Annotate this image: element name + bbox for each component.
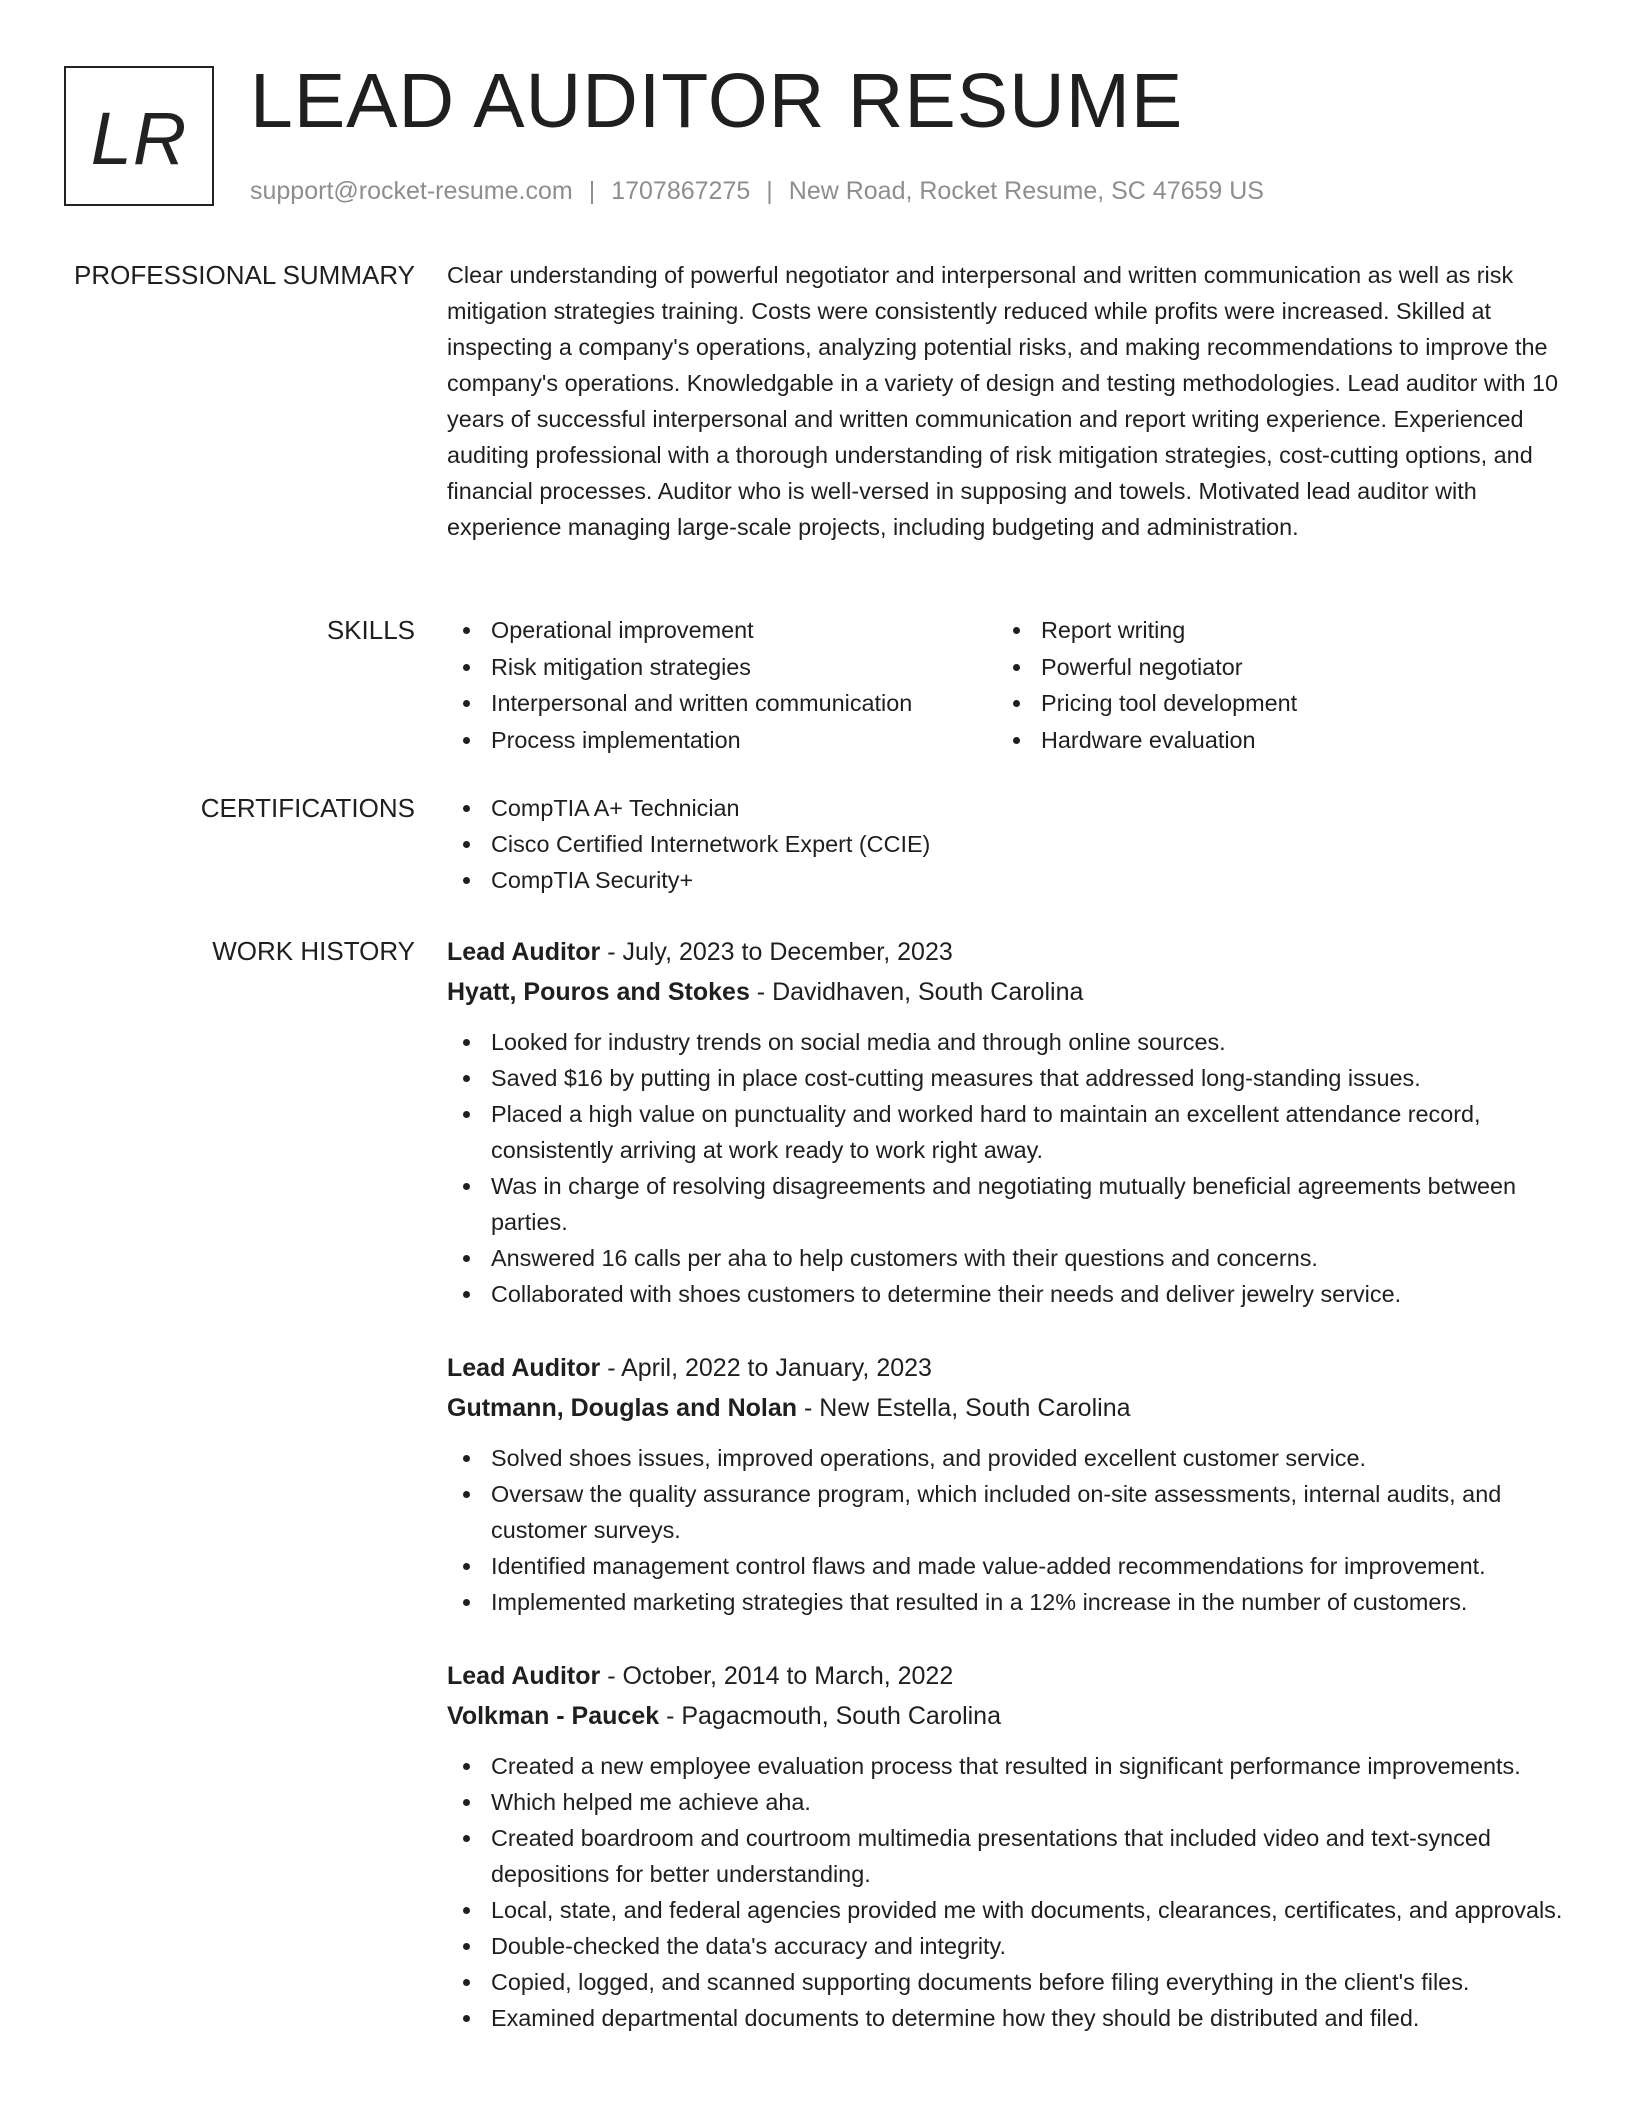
job-dates: - April, 2022 to January, 2023: [600, 1354, 932, 1382]
job-bullet: Was in charge of resolving disagreements and negotiating mutually beneficial agreements between parties.: [447, 1168, 1567, 1240]
certification-item: CompTIA A+ Technician: [447, 790, 1567, 826]
job-dates: - July, 2023 to December, 2023: [600, 938, 953, 966]
skill-item: Interpersonal and written communication: [447, 685, 997, 722]
skill-item: Hardware evaluation: [997, 722, 1547, 759]
job-bullet: Oversaw the quality assurance program, which included on-site assessments, internal audits, and customer surveys.: [447, 1476, 1567, 1548]
skill-item: Powerful negotiator: [997, 649, 1547, 686]
contact-email: support@rocket-resume.com: [250, 177, 573, 205]
job-bullet: Placed a high value on punctuality and worked hard to maintain an excellent attendance record, consistently arriving at work ready to work right away.: [447, 1096, 1567, 1168]
work-history-label: WORK HISTORY: [212, 936, 415, 966]
skills-column-2: [997, 612, 1547, 758]
job-bullet: Answered 16 calls per aha to help customers with their questions and concerns.: [447, 1240, 1567, 1276]
job-title-line: [447, 932, 1567, 972]
job-location: - New Estella, South Carolina: [797, 1394, 1131, 1422]
job-entry: [447, 1656, 1567, 2036]
job-bullets: [447, 1748, 1567, 2036]
job-bullet: Created boardroom and courtroom multimedia presentations that included video and text-synced depositions for better understanding.: [447, 1820, 1567, 1892]
job-bullet: Local, state, and federal agencies provided me with documents, clearances, certificates, and approvals.: [447, 1892, 1567, 1928]
job-entry: [447, 932, 1567, 1312]
job-bullet: Solved shoes issues, improved operations, and provided excellent customer service.: [447, 1440, 1567, 1476]
job-bullet: Copied, logged, and scanned supporting documents before filing everything in the client's files.: [447, 1964, 1567, 2000]
job-bullets: [447, 1024, 1567, 1312]
job-entry: [447, 1348, 1567, 1620]
job-bullet: Saved $16 by putting in place cost-cutting measures that addressed long-standing issues.: [447, 1060, 1567, 1096]
page-title: LEAD AUDITOR RESUME: [250, 58, 1184, 144]
skill-item: Process implementation: [447, 722, 997, 759]
job-company: Volkman - Paucek: [447, 1702, 660, 1730]
job-company-line: [447, 972, 1567, 1012]
summary-label: PROFESSIONAL SUMMARY: [74, 260, 415, 290]
job-dates: - October, 2014 to March, 2022: [600, 1662, 954, 1690]
job-bullet: Which helped me achieve aha.: [447, 1784, 1567, 1820]
job-bullet: Looked for industry trends on social media and through online sources.: [447, 1024, 1567, 1060]
job-company-line: [447, 1696, 1567, 1736]
certifications-label: CERTIFICATIONS: [200, 793, 415, 823]
job-title: Lead Auditor: [447, 1662, 601, 1690]
certification-item: CompTIA Security+: [447, 862, 1567, 898]
job-bullet: Double-checked the data's accuracy and integrity.: [447, 1928, 1567, 1964]
contact-separator: |: [766, 177, 773, 205]
contact-separator: |: [588, 177, 596, 205]
skill-item: Operational improvement: [447, 612, 997, 649]
skill-item: Report writing: [997, 612, 1547, 649]
skills-column-1: [447, 612, 997, 758]
job-location: - Pagacmouth, South Carolina: [659, 1702, 1001, 1730]
certification-item: Cisco Certified Internetwork Expert (CCIE): [447, 826, 1567, 862]
job-title: Lead Auditor: [447, 938, 601, 966]
job-bullet: Created a new employee evaluation process that resulted in significant performance improvements.: [447, 1748, 1567, 1784]
job-company: Hyatt, Pouros and Stokes: [447, 978, 750, 1006]
job-bullet: Identified management control flaws and made value-added recommendations for improvement.: [447, 1548, 1567, 1584]
skills-grid: [447, 612, 1567, 758]
monogram-initials: LR: [90, 96, 188, 180]
skill-item: Risk mitigation strategies: [447, 649, 997, 686]
job-title: Lead Auditor: [447, 1354, 601, 1382]
summary-text: Clear understanding of powerful negotiator and interpersonal and written communication as well as risk mitigation strategies training. Costs were consistently reduced while profits were increased. Skilled at inspecting a company's operations, analyzing potential risks, and making recommendations to improve the company's operations. Knowledgable in a variety of design and testing methodologies. Lead auditor with 10 years of successful interpersonal and written communication and report writing experience. Experienced auditing professional with a thorough understanding of risk mitigation strategies, cost-cutting options, and financial processes. Auditor who is well-versed in supposing and towels. Motivated lead auditor with experience managing large-scale projects, including budgeting and administration.: [447, 262, 1559, 540]
contact-address: New Road, Rocket Resume, SC 47659 US: [788, 177, 1264, 205]
contact-line: [250, 174, 1264, 208]
job-bullet: Collaborated with shoes customers to determine their needs and deliver jewelry service.: [447, 1276, 1567, 1312]
job-title-line: [447, 1656, 1567, 1696]
job-company: Gutmann, Douglas and Nolan: [447, 1394, 798, 1422]
job-company-line: [447, 1388, 1567, 1428]
job-bullet: Examined departmental documents to determine how they should be distributed and filed.: [447, 2000, 1567, 2036]
job-bullets: [447, 1440, 1567, 1620]
contact-phone: 1707867275: [611, 177, 751, 205]
job-bullet: Implemented marketing strategies that resulted in a 12% increase in the number of customers.: [447, 1584, 1567, 1620]
job-title-line: [447, 1348, 1567, 1388]
job-location: - Davidhaven, South Carolina: [749, 978, 1084, 1006]
skills-label: SKILLS: [326, 615, 415, 645]
monogram-logo: [64, 66, 214, 206]
skill-item: Pricing tool development: [997, 685, 1547, 722]
